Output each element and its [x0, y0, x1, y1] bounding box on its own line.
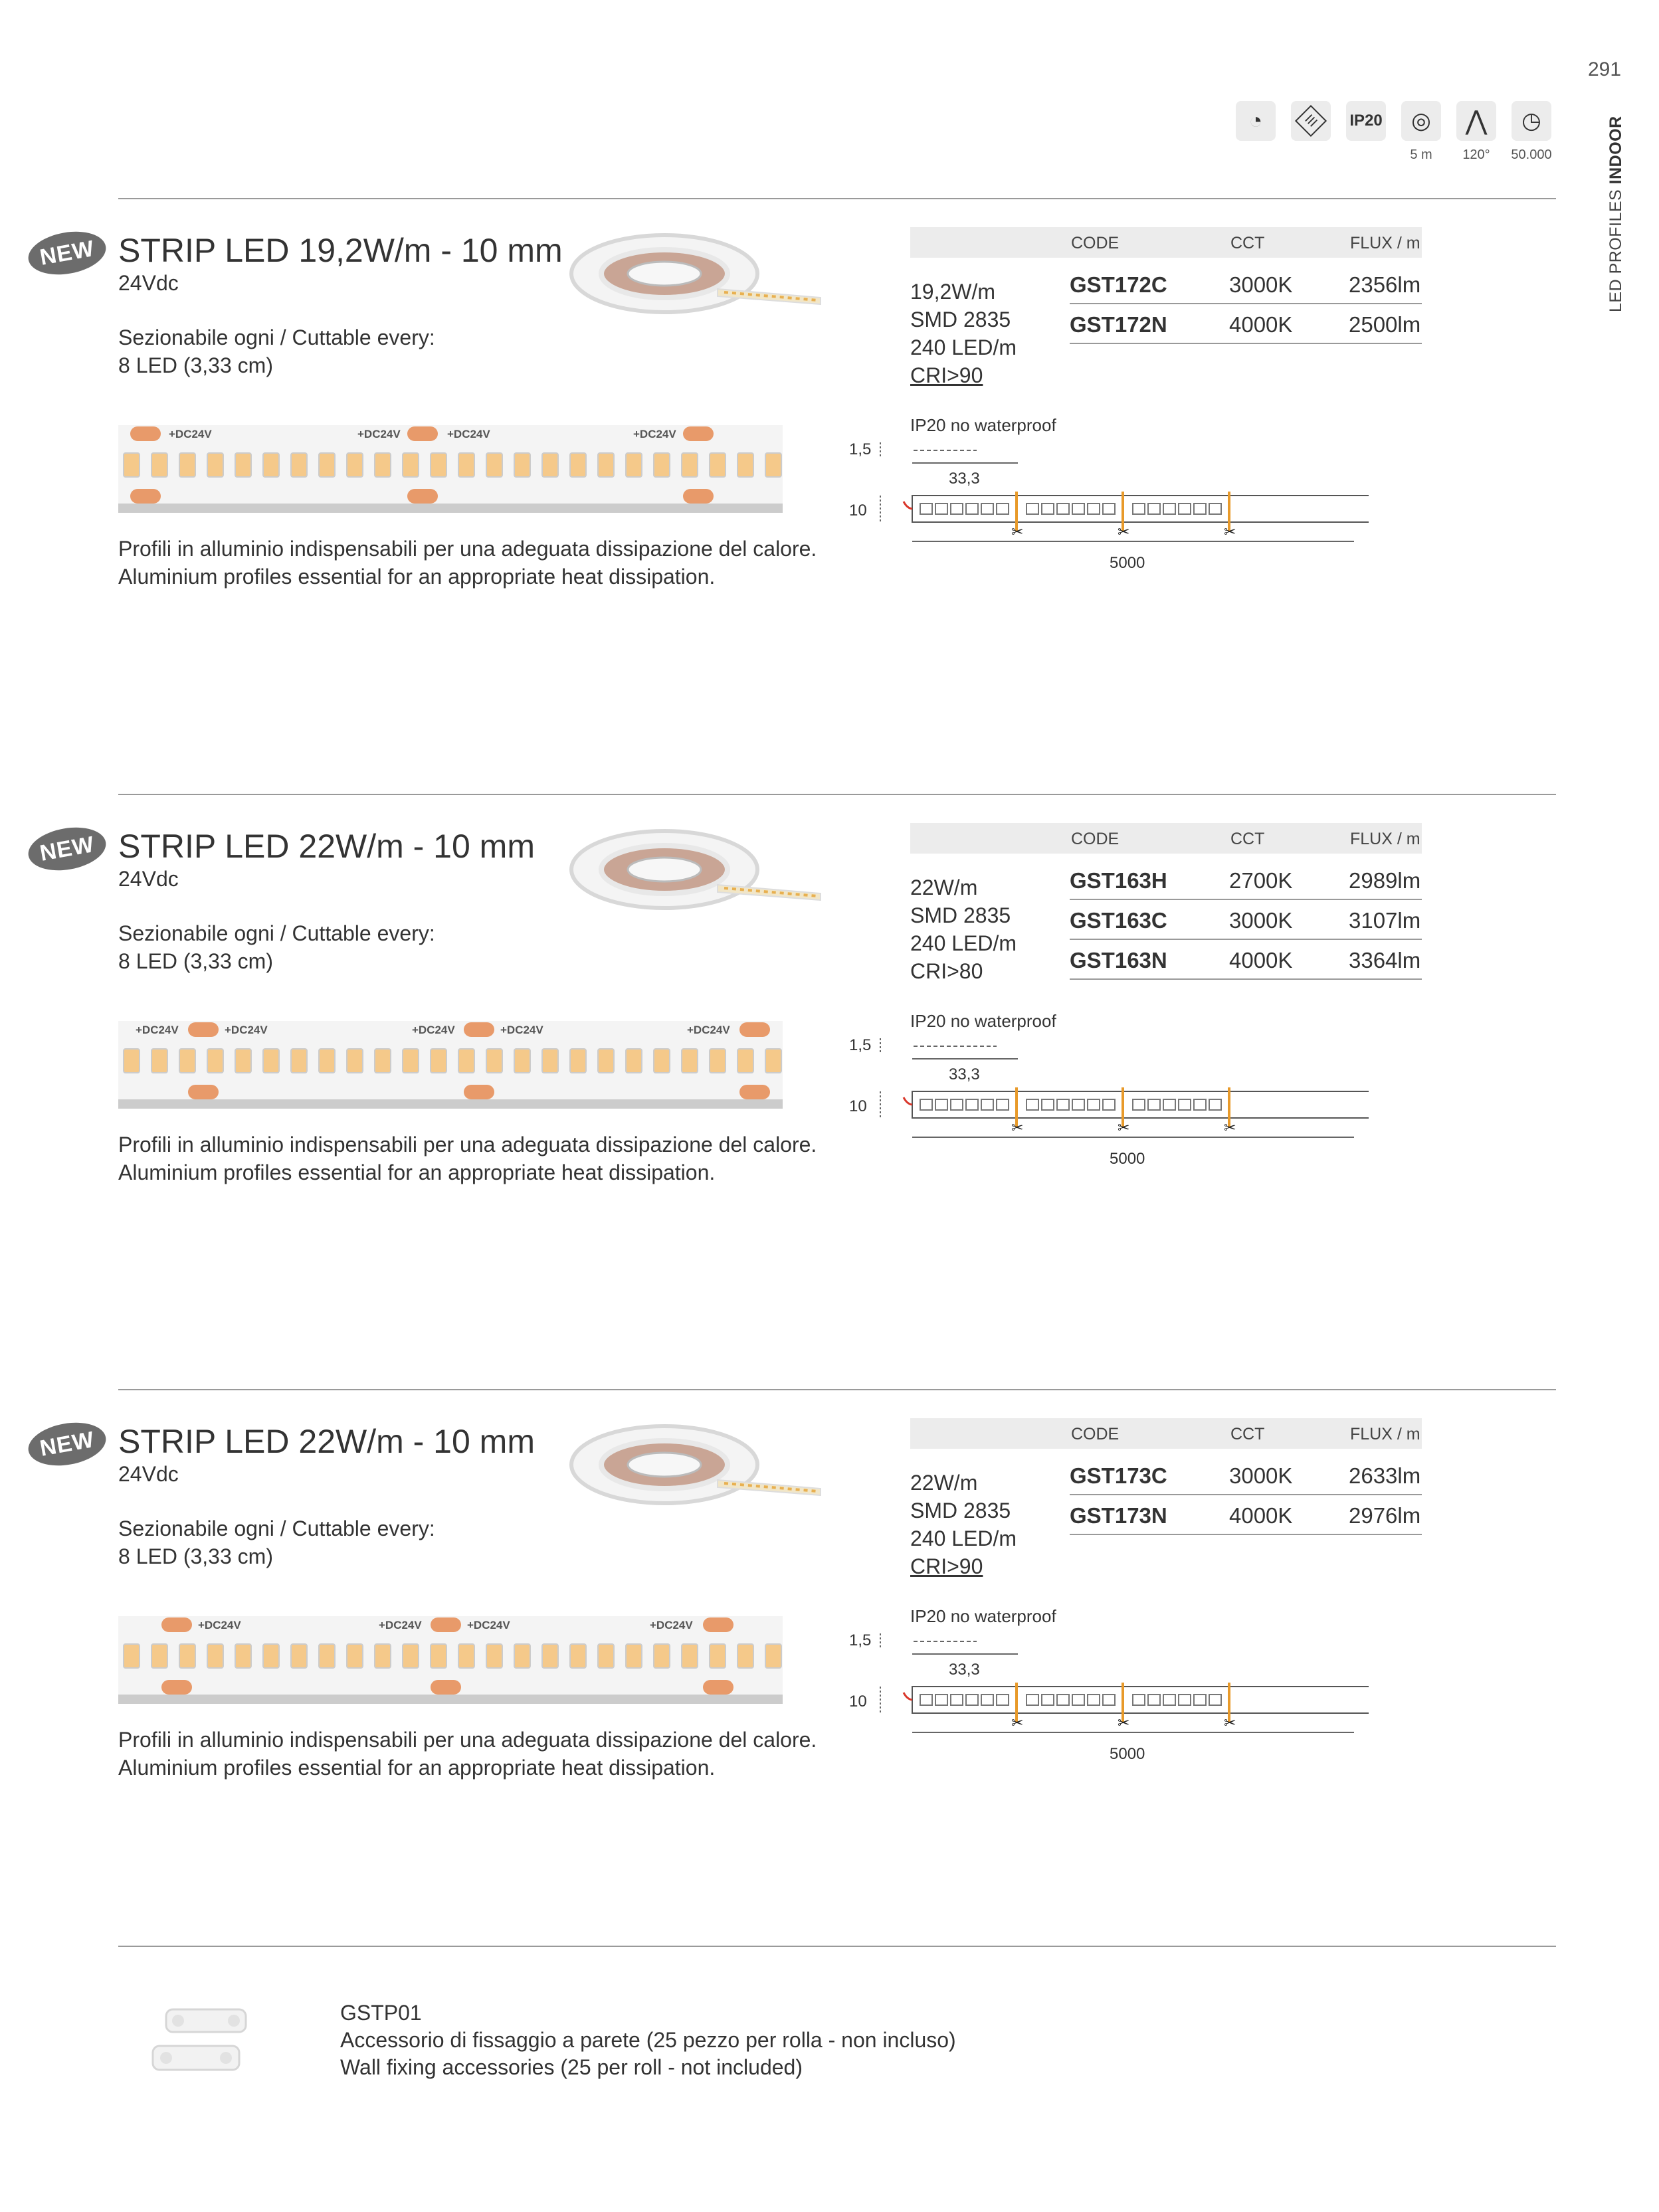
row-cct: 3000K [1229, 1463, 1293, 1488]
class-iii-glyph: III [1295, 105, 1327, 137]
spec-cri: CRI>90 [910, 1554, 983, 1578]
diagram-height-big: 10 [849, 502, 867, 519]
strip-label: +DC24V [225, 1024, 268, 1036]
table-row [1070, 266, 1422, 304]
row-code: GST172N [1070, 312, 1167, 337]
new-badge: NEW [25, 1417, 110, 1471]
voltage: 24Vdc [118, 1462, 179, 1486]
strip-label: +DC24V [136, 1024, 179, 1036]
new-badge: NEW [25, 822, 110, 876]
led-reel-image [565, 1417, 824, 1517]
row-flux: 2633lm [1349, 1463, 1421, 1488]
table-row [1070, 941, 1422, 980]
diagram-height-big: 10 [849, 1097, 867, 1115]
product-section [0, 199, 1659, 797]
header-cct: CCT [1230, 1425, 1265, 1443]
row-flux: 3107lm [1349, 908, 1421, 933]
row-code: GST172C [1070, 272, 1167, 297]
cuttable-label: Sezionabile ogni / Cuttable every: [118, 325, 435, 349]
cuttable-label: Sezionabile ogni / Cuttable every: [118, 1517, 435, 1540]
lifetime-glyph: ◷ [1521, 108, 1541, 134]
table-header [910, 227, 1422, 258]
strip-label: +DC24V [357, 428, 401, 440]
strip-label: +DC24V [198, 1619, 241, 1631]
table-row [1070, 862, 1422, 900]
page-number: 291 [1588, 58, 1622, 80]
reel-length-glyph: ◎ [1411, 108, 1431, 134]
product-section [0, 795, 1659, 1393]
spec-cri: CRI>90 [910, 363, 983, 387]
row-flux: 2989lm [1349, 868, 1421, 893]
led-reel-image [565, 822, 824, 921]
dimmable-glyph: ◔ [1248, 108, 1263, 134]
reel-length-icon [1401, 101, 1441, 141]
scissors-icon: ✂ [1118, 1119, 1130, 1136]
spec-chip: SMD 2835 [910, 308, 1011, 331]
new-badge: NEW [25, 226, 110, 280]
spec-density: 240 LED/m [910, 335, 1017, 359]
cuttable-label: Sezionabile ogni / Cuttable every: [118, 921, 435, 945]
scissors-icon: ✂ [1011, 523, 1024, 540]
row-cct: 4000K [1229, 1503, 1293, 1528]
dimmable-icon [1236, 101, 1276, 141]
row-cct: 3000K [1229, 272, 1293, 297]
scissors-icon: ✂ [1224, 1119, 1236, 1136]
beam-angle-glyph: ⋀ [1465, 106, 1488, 136]
product-title: STRIP LED 22W/m - 10 mm [118, 828, 535, 865]
cuttable-value: 8 LED (3,33 cm) [118, 1544, 273, 1568]
spec-density: 240 LED/m [910, 1526, 1017, 1550]
strip-label: +DC24V [500, 1024, 543, 1036]
cuttable-value: 8 LED (3,33 cm) [118, 353, 273, 377]
row-flux: 2976lm [1349, 1503, 1421, 1528]
strip-label: +DC24V [169, 428, 212, 440]
voltage: 24Vdc [118, 867, 179, 891]
note-english: Aluminium profiles essential for an appropriate heat dissipation. [118, 1756, 716, 1780]
product-title: STRIP LED 19,2W/m - 10 mm [118, 232, 563, 269]
feature-icons [1236, 101, 1561, 174]
table-header [910, 823, 1422, 854]
table-row [1070, 1457, 1422, 1495]
scissors-icon: ✂ [1224, 1714, 1236, 1731]
diagram-height-small: 1,5 [849, 1036, 872, 1054]
product-section [0, 1390, 1659, 1988]
header-code: CODE [1071, 830, 1120, 848]
row-cct: 4000K [1229, 312, 1293, 337]
ip20-glyph: IP20 [1349, 112, 1383, 130]
diagram-height-small: 1,5 [849, 440, 872, 458]
row-flux: 3364lm [1349, 948, 1421, 972]
diagram-height-big: 10 [849, 1693, 867, 1710]
led-strip-image [118, 1610, 783, 1709]
scissors-icon: ✂ [1118, 1714, 1130, 1731]
note-italian: Profili in alluminio indispensabili per una adeguata dissipazione del calore. [118, 537, 817, 561]
row-flux: 2356lm [1349, 272, 1421, 297]
class-iii-icon [1291, 101, 1331, 141]
specs-list [910, 278, 1017, 389]
dimension-diagram [837, 1623, 1369, 1769]
strip-label: +DC24V [447, 428, 490, 440]
row-cct: 2700K [1229, 868, 1293, 893]
reel-length-caption: 5 m [1410, 147, 1432, 162]
spec-power: 22W/m [910, 876, 978, 899]
voltage: 24Vdc [118, 271, 179, 295]
accessory-code: GSTP01 [340, 2001, 422, 2025]
divider [118, 1946, 1556, 1947]
led-strip-image [118, 418, 783, 518]
header-flux: FLUX / m [1350, 830, 1420, 848]
dimension-diagram [837, 1028, 1369, 1174]
strip-label: +DC24V [379, 1619, 422, 1631]
spec-power: 19,2W/m [910, 280, 996, 304]
header-code: CODE [1071, 234, 1120, 252]
lifetime-icon [1512, 101, 1551, 141]
diagram-pitch: 33,3 [949, 470, 980, 488]
table-row [1070, 306, 1422, 344]
strip-label: +DC24V [633, 428, 676, 440]
spec-chip: SMD 2835 [910, 1499, 1011, 1522]
scissors-icon: ✂ [1011, 1714, 1024, 1731]
dimension-diagram [837, 432, 1369, 578]
diagram-length: 5000 [1110, 554, 1145, 572]
table-header [910, 1418, 1422, 1449]
beam-angle-caption: 120° [1462, 147, 1490, 162]
specs-list [910, 874, 1017, 985]
lifetime-caption: 50.000 [1511, 147, 1552, 162]
table-row [1070, 901, 1422, 940]
note-english: Aluminium profiles essential for an appropriate heat dissipation. [118, 565, 716, 589]
scissors-icon: ✂ [1118, 523, 1130, 540]
strip-label: +DC24V [467, 1619, 510, 1631]
diagram-pitch: 33,3 [949, 1661, 980, 1679]
row-cct: 3000K [1229, 908, 1293, 933]
ip-rating-label: IP20 no waterproof [910, 1011, 1056, 1031]
scissors-icon: ✂ [1011, 1119, 1024, 1136]
cuttable-value: 8 LED (3,33 cm) [118, 949, 273, 973]
led-strip-image [118, 1014, 783, 1114]
note-italian: Profili in alluminio indispensabili per una adeguata dissipazione del calore. [118, 1133, 817, 1156]
accessory-description-english: Wall fixing accessories (25 per roll - not included) [340, 2055, 803, 2079]
specs-list [910, 1469, 1017, 1580]
table-row [1070, 1497, 1422, 1535]
side-label-light: LED PROFILES [1607, 189, 1625, 312]
row-code: GST163N [1070, 948, 1167, 972]
note-english: Aluminium profiles essential for an appropriate heat dissipation. [118, 1160, 716, 1184]
side-label-bold: INDOOR [1607, 116, 1625, 185]
diagram-length: 5000 [1110, 1745, 1145, 1763]
wall-clip-image [140, 1999, 266, 2086]
row-code: GST163H [1070, 868, 1167, 893]
row-code: GST173C [1070, 1463, 1167, 1488]
product-title: STRIP LED 22W/m - 10 mm [118, 1423, 535, 1460]
diagram-length: 5000 [1110, 1150, 1145, 1168]
row-cct: 4000K [1229, 948, 1293, 972]
ip-rating-label: IP20 no waterproof [910, 1606, 1056, 1626]
strip-label: +DC24V [687, 1024, 730, 1036]
ip-rating-label: IP20 no waterproof [910, 415, 1056, 435]
scissors-icon: ✂ [1224, 523, 1236, 540]
spec-power: 22W/m [910, 1471, 978, 1495]
spec-density: 240 LED/m [910, 931, 1017, 955]
row-code: GST173N [1070, 1503, 1167, 1528]
accessory-description-italian: Accessorio di fissaggio a parete (25 pezzo per rolla - non incluso) [340, 2028, 956, 2052]
header-code: CODE [1071, 1425, 1120, 1443]
led-reel-image [565, 226, 824, 325]
header-cct: CCT [1230, 234, 1265, 252]
strip-label: +DC24V [412, 1024, 455, 1036]
row-flux: 2500lm [1349, 312, 1421, 337]
ip20-icon [1346, 101, 1386, 141]
strip-label: +DC24V [650, 1619, 693, 1631]
spec-chip: SMD 2835 [910, 903, 1011, 927]
diagram-height-small: 1,5 [849, 1631, 872, 1649]
header-flux: FLUX / m [1350, 1425, 1420, 1443]
diagram-pitch: 33,3 [949, 1065, 980, 1083]
row-code: GST163C [1070, 908, 1167, 933]
header-flux: FLUX / m [1350, 234, 1420, 252]
beam-angle-icon [1456, 101, 1496, 141]
spec-cri: CRI>80 [910, 959, 983, 983]
header-cct: CCT [1230, 830, 1265, 848]
note-italian: Profili in alluminio indispensabili per una adeguata dissipazione del calore. [118, 1728, 817, 1752]
